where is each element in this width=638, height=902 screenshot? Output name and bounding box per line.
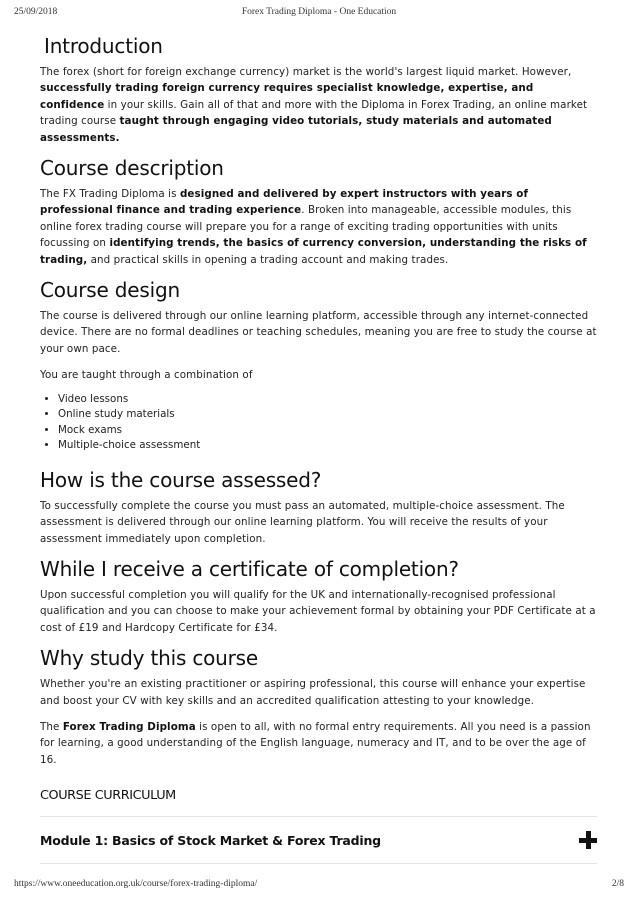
plus-icon[interactable] — [579, 831, 597, 849]
module-accordion-item[interactable] — [40, 817, 597, 863]
text-span: The — [40, 720, 63, 733]
bold-text: identifying trends, the basics of currency conversion, understanding the risks of trading, — [40, 237, 587, 266]
page-number: 2/8 — [611, 879, 624, 889]
course-description-section — [40, 156, 597, 268]
text-span: in your skills. Gain all of that and more with the Diploma in Forex Trading, an online market trading course — [40, 98, 588, 128]
print-date: 25/09/2018 — [14, 7, 58, 17]
list-item: • Mock exams — [58, 423, 597, 439]
page-url: https://www.oneeducation.org.uk/course/forex-trading-diploma/ — [14, 879, 258, 889]
course-description-paragraph — [40, 186, 597, 268]
module-title[interactable]: Module 1: Basics of Stock Market & Forex Trading — [40, 832, 381, 848]
why-study-section — [40, 646, 597, 768]
bold-text: successfully trading foreign currency requires specialist knowledge, expertise, and confidence — [40, 82, 534, 111]
text-span: The forex (short for foreign exchange currency) market is the world's largest liquid market. However, — [40, 66, 572, 78]
print-page-title: Forex Trading Diploma - One Education — [241, 7, 397, 17]
course-description-heading: Course description — [40, 156, 224, 181]
list-item: • Multiple-choice assessment — [58, 438, 597, 454]
list-item: • Online study materials — [58, 407, 597, 423]
certificate-paragraph: Upon successful completion you will qualify for the UK and internationally-recognised professional qualification and you can choose to make your achievement formal by obtaining your PDF Certificate at a cost of £19 and Hardcopy Certificate for £34. — [40, 588, 596, 634]
assessment-heading: How is the course assessed? — [40, 467, 322, 492]
text-span: and practical skills in opening a trading account and making trades. — [87, 253, 449, 266]
certificate-section — [40, 557, 597, 636]
course-design-heading: Course design — [40, 278, 180, 303]
text-span: . Broken into manageable, accessible modules, this online forex trading course will prepare you for a range of exciting trading opportunities with units focussing on — [40, 204, 572, 250]
introduction-section — [40, 34, 597, 146]
assessment-section — [40, 468, 597, 547]
why-study-paragraph: Whether you're an existing practitioner or aspiring professional, this course will enhance your expertise and boost your CV with key skills and an accredited qualification attesting to your knowledge. — [40, 678, 586, 707]
text-span: is open to all, with no formal entry requirements. All you need is a passion for learning, a good understanding of the English language, numeracy and IT, and to be over the age of 16. — [40, 720, 591, 766]
entry-requirements-paragraph — [40, 719, 597, 768]
curriculum-title: COURSE CURRICULUM — [40, 788, 176, 804]
divider — [40, 863, 597, 864]
assessment-paragraph: To successfully complete the course you must pass an automated, multiple-choice assessment. The assessment is delivered through our online learning platform. You will receive the results of your assessment immediately upon completion. — [40, 499, 565, 545]
course-design-intro-line: You are taught through a combination of — [40, 369, 253, 382]
list-item: • Video lessons — [58, 392, 597, 408]
teaching-methods-list — [40, 392, 597, 454]
bold-text: taught through engaging video tutorials, study materials and automated assessments. — [40, 115, 552, 144]
print-footer — [14, 879, 624, 893]
print-header — [14, 7, 624, 21]
why-study-heading: Why study this course — [40, 646, 258, 671]
bold-text: designed and delivered by expert instructors with years of professional finance and trading experience — [40, 188, 529, 217]
main-content — [40, 30, 597, 864]
certificate-heading: While I receive a certificate of completion? — [40, 556, 459, 581]
text-span: The FX Trading Diploma is — [40, 188, 180, 201]
bold-text: Forex Trading Diploma — [62, 720, 196, 733]
course-design-section — [40, 278, 597, 454]
introduction-heading: Introduction — [44, 34, 163, 58]
introduction-paragraph — [40, 64, 597, 146]
course-design-paragraph: The course is delivered through our online learning platform, accessible through any internet-connected device. There are no formal deadlines or teaching schedules, meaning you are free to study the course at your own pace. — [40, 310, 597, 355]
